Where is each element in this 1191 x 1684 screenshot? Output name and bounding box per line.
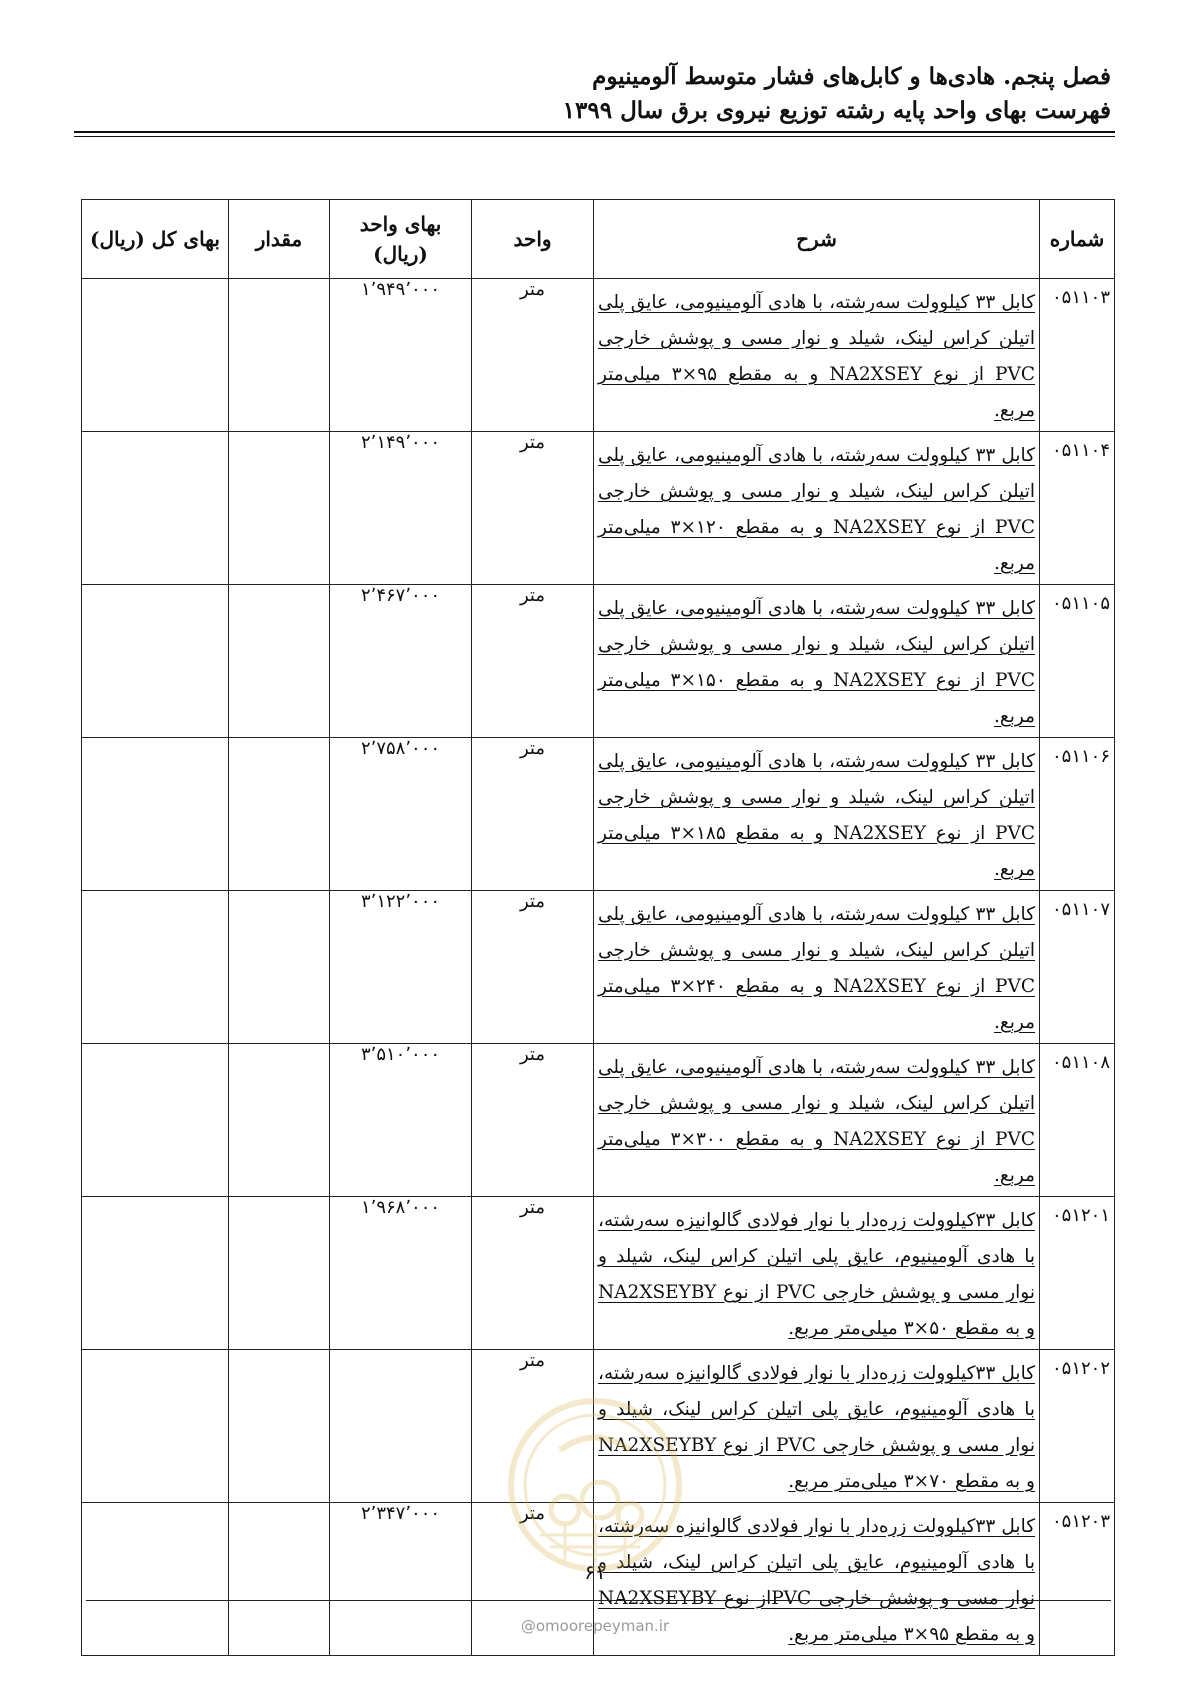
row-unit-price-text: ۱٬۹۶۸٬۰۰۰ [360, 1197, 441, 1218]
row-quantity [229, 1503, 330, 1656]
table-row [82, 279, 1115, 432]
row-description [594, 585, 1040, 738]
row-unit-text: متر [519, 1503, 545, 1524]
row-description [594, 738, 1040, 891]
row-description-text: کابل ۳۳ کیلوولت سه‌رشته، با هادی آلومینیومی، عایق پلی اتیلن کراس لینک، شیلد و نوار مسی و پوشش خارجی PVC از نوع NA2XSEY و به مقطع ۹۵×۳ میلی‌متر مربع. [598, 292, 1036, 421]
row-code: ۰۵۱۲۰۱ [1040, 1197, 1115, 1350]
row-unit-text: متر [519, 1197, 545, 1218]
footer-rule [86, 1600, 1111, 1601]
row-unit [472, 1197, 594, 1350]
table-row [82, 432, 1115, 585]
row-unit-text: متر [519, 585, 545, 606]
row-description-text: کابل ۳۳ کیلوولت سه‌رشته، با هادی آلومینیومی، عایق پلی اتیلن کراس لینک، شیلد و نوار مسی و پوشش خارجی PVC از نوع NA2XSEY و به مقطع ۱۸۵×۳ میلی‌متر مربع. [598, 751, 1036, 880]
row-unit-price-text [330, 1350, 471, 1354]
row-description-text: کابل ۳۳ کیلوولت سه‌رشته، با هادی آلومینیومی، عایق پلی اتیلن کراس لینک، شیلد و نوار مسی و پوشش خارجی PVC از نوع NA2XSEY و به مقطع ۲۴۰×۳ میلی‌متر مربع. [598, 904, 1036, 1033]
row-total-price [82, 1503, 229, 1656]
table-row [82, 1197, 1115, 1350]
row-unit-price [330, 1503, 472, 1656]
header-rule-thin [74, 136, 1115, 137]
row-quantity [229, 1044, 330, 1197]
row-unit-price [330, 279, 472, 432]
row-unit-price-text: ۲٬۳۴۷٬۰۰۰ [360, 1503, 441, 1524]
row-unit [472, 1044, 594, 1197]
row-code: ۰۵۱۲۰۲ [1040, 1350, 1115, 1503]
row-quantity [229, 279, 330, 432]
row-total-price [82, 585, 229, 738]
row-unit-text: متر [519, 891, 545, 912]
watermark-seal-icon [505, 1395, 685, 1575]
row-description-text: کابل ۳۳ کیلوولت سه‌رشته، با هادی آلومینیومی، عایق پلی اتیلن کراس لینک، شیلد و نوار مسی و پوشش خارجی PVC از نوع NA2XSEY و به مقطع ۱۲۰×۳ میلی‌متر مربع. [598, 445, 1036, 574]
row-unit-price-text: ۳٬۱۲۲٬۰۰۰ [360, 891, 441, 912]
row-unit-text: متر [519, 738, 545, 759]
row-quantity [229, 585, 330, 738]
row-unit-price [330, 1044, 472, 1197]
row-description [594, 279, 1040, 432]
row-unit-price [330, 891, 472, 1044]
row-unit [472, 738, 594, 891]
table-header-row [82, 200, 1115, 279]
row-description-text: کابل ۳۳کیلوولت زره‌دار با نوار فولادی گالوانیزه سه‌رشته، با هادی آلومینیوم، عایق پلی اتیلن کراس لینک، شیلد و نوار مسی و پوشش خارجی PVCاز نوع NA2XSEYBY و به مقطع ۹۵×۳ میلی‌متر مربع. [598, 1516, 1036, 1645]
row-unit-price-text: ۲٬۴۶۷٬۰۰۰ [360, 585, 441, 606]
row-code: ۰۵۱۱۰۳ [1040, 279, 1115, 432]
row-code: ۰۵۱۱۰۸ [1040, 1044, 1115, 1197]
row-total-price [82, 1197, 229, 1350]
row-total-price [82, 891, 229, 1044]
header-rule-thick [74, 131, 1115, 133]
row-unit-text: متر [519, 1044, 545, 1065]
header-quantity: مقدار [229, 200, 330, 279]
row-unit-text: متر [519, 432, 545, 453]
row-description-text: کابل ۳۳کیلوولت زره‌دار با نوار فولادی گالوانیزه سه‌رشته، با هادی آلومینیوم، عایق پلی اتیلن کراس لینک، شیلد و نوار مسی و پوشش خارجی PVC از نوع NA2XSEYBY و به مقطع ۵۰×۳ میلی‌متر مربع. [598, 1210, 1036, 1339]
row-total-price [82, 1350, 229, 1503]
row-total-price [82, 432, 229, 585]
header-total-price: بهای کل (ریال) [82, 200, 229, 279]
row-total-price [82, 279, 229, 432]
row-unit-price [330, 585, 472, 738]
row-code: ۰۵۱۱۰۷ [1040, 891, 1115, 1044]
page-number: ۶۱ [584, 1560, 606, 1584]
row-quantity [229, 1197, 330, 1350]
row-description [594, 891, 1040, 1044]
table-row [82, 891, 1115, 1044]
row-description [594, 432, 1040, 585]
row-quantity [229, 432, 330, 585]
row-unit-price [330, 1350, 472, 1503]
header-code: شماره [1040, 200, 1115, 279]
row-unit-text: متر [519, 279, 545, 300]
row-unit-price-text: ۲٬۷۵۸٬۰۰۰ [360, 738, 441, 759]
row-unit [472, 432, 594, 585]
row-code: ۰۵۱۲۰۳ [1040, 1503, 1115, 1656]
row-description [594, 1044, 1040, 1197]
row-code: ۰۵۱۱۰۵ [1040, 585, 1115, 738]
row-unit [472, 279, 594, 432]
header-unit: واحد [472, 200, 594, 279]
table-row [82, 738, 1115, 891]
row-description [594, 1197, 1040, 1350]
row-total-price [82, 1044, 229, 1197]
chapter-title: فصل پنجم. هادی‌ها و کابل‌های فشار متوسط آلومینیوم [592, 63, 1111, 90]
table-row [82, 1044, 1115, 1197]
row-unit-price-text: ۲٬۱۴۹٬۰۰۰ [360, 432, 441, 453]
row-unit [472, 585, 594, 738]
row-quantity [229, 891, 330, 1044]
row-unit-price [330, 738, 472, 891]
website-watermark: @omoorepeyman.ir [520, 1617, 670, 1635]
row-code: ۰۵۱۱۰۶ [1040, 738, 1115, 891]
row-description-text: کابل ۳۳ کیلوولت سه‌رشته، با هادی آلومینیومی، عایق پلی اتیلن کراس لینک، شیلد و نوار مسی و پوشش خارجی PVC از نوع NA2XSEY و به مقطع ۳۰۰×۳ میلی‌متر مربع. [598, 1057, 1036, 1186]
price-list-title: فهرست بهای واحد پایه رشته توزیع نیروی برق سال ۱۳۹۹ [562, 97, 1111, 124]
row-unit-text: متر [519, 1350, 545, 1371]
row-unit-price-text: ۳٬۵۱۰٬۰۰۰ [360, 1044, 441, 1065]
row-unit-price [330, 1197, 472, 1350]
row-unit [472, 891, 594, 1044]
page-header [71, 60, 1111, 128]
header-description: شرح [594, 200, 1040, 279]
row-unit-price-text: ۱٬۹۴۹٬۰۰۰ [360, 279, 441, 300]
row-description-text: کابل ۳۳کیلوولت زره‌دار با نوار فولادی گالوانیزه سه‌رشته، با هادی آلومینیوم، عایق پلی اتیلن کراس لینک، شیلد و نوار مسی و پوشش خارجی PVC از نوع NA2XSEYBY و به مقطع ۷۰×۳ میلی‌متر مربع. [598, 1363, 1036, 1492]
row-description-text: کابل ۳۳ کیلوولت سه‌رشته، با هادی آلومینیومی، عایق پلی اتیلن کراس لینک، شیلد و نوار مسی و پوشش خارجی PVC از نوع NA2XSEY و به مقطع ۱۵۰×۳ میلی‌متر مربع. [598, 598, 1036, 727]
row-unit-price [330, 432, 472, 585]
row-quantity [229, 738, 330, 891]
row-code: ۰۵۱۱۰۴ [1040, 432, 1115, 585]
row-total-price [82, 738, 229, 891]
header-unit-price: بهای واحد (ریال) [330, 200, 472, 279]
row-quantity [229, 1350, 330, 1503]
table-row [82, 585, 1115, 738]
